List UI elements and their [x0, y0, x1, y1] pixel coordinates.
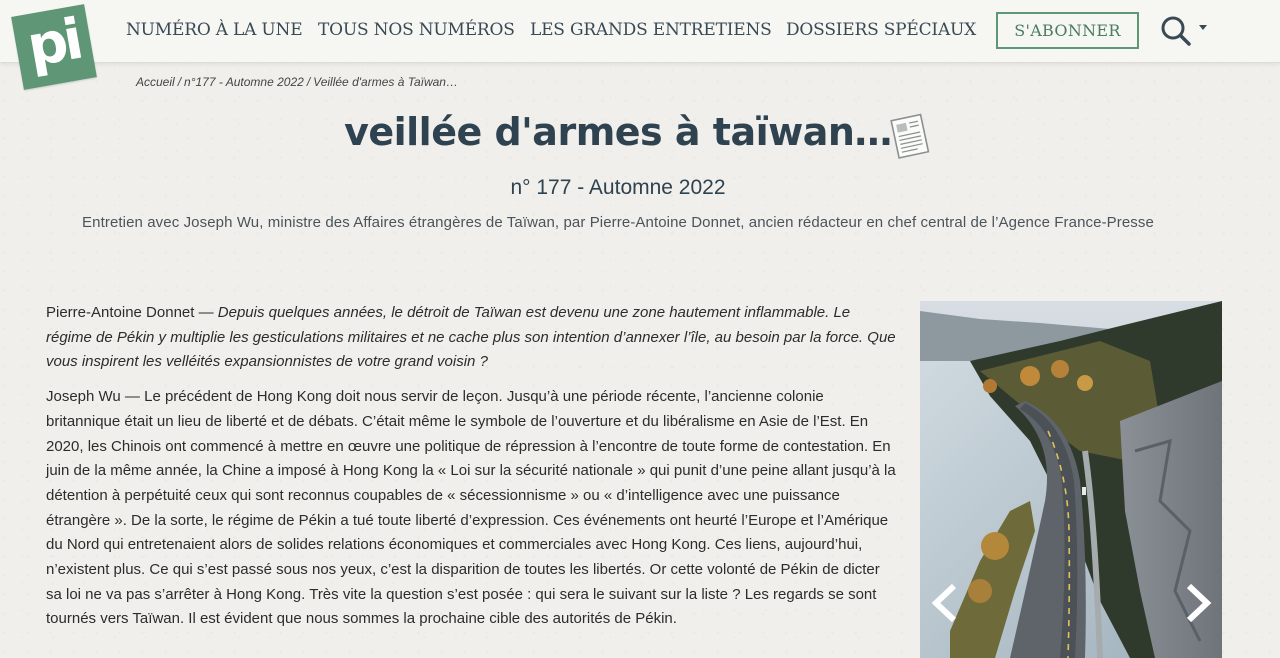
answer-text: Le précédent de Hong Kong doit nous servir de leçon. Jusqu’à une période récente, l’ancienne colonie britannique était un lieu de liberté et de débats. C’était même le symbole de l’ouverture et du libéralisme en Asie de l’Est. En 2020, les Chinois ont commencé à mettre en œuvre une politique de répression à l’encontre de toute forme de contestation. En juin de la même année, la Chine a imposé à Hong Kong la « Loi sur la sécurité nationale » qui punit d’une peine allant jusqu’à la détention à perpétuité ceux qui sont reconnus coupables de « sécessionnisme » ou « d’intelligence avec une puissance étrangère ». De la sorte, le régime de Pékin a tué toute liberté d’expression. Ces événements ont heurté l’Europe et l’Amérique du Nord qui entretenaient alors de solides relations économiques et commerciales avec Hong Kong. Ces liens, aujourd’hui, n’existent plus. Ce qui s’est passé sous nos yeux, c’est la disparition de toutes les libertés. Or cette volonté de Pékin de dicter sa loi ne va pas s’arrêter à Hong Kong. Très vite la question s’est posée : qui sera le suivant sur la liste ? Les regards se sont tournés vers Taïwan. Il est évident que nous sommes la prochaine cible des autorités de Pékin. [46, 388, 896, 628]
issue-number: n° 177 - Automne 2022 [510, 176, 726, 199]
article-photo [920, 301, 1222, 658]
subscribe-button[interactable]: S'ABONNER [996, 12, 1139, 49]
coastal-road-image [920, 301, 1222, 658]
site-header [0, 0, 1280, 63]
breadcrumb-current: Veillée d'armes à Taïwan… [313, 75, 458, 89]
site-logo[interactable]: pi [11, 4, 97, 90]
breadcrumb-home[interactable]: Accueil [136, 75, 175, 89]
question-speaker: Pierre-Antoine Donnet — [46, 304, 218, 321]
caret-down-icon[interactable] [1199, 25, 1207, 30]
carousel-prev-icon[interactable] [930, 582, 960, 624]
question-text: Depuis quelques années, le détroit de Taïwan est devenu une zone hautement inflammable. Le régime de Pékin y multiplie les gesticulations militaires et ne cache plus son intention d’annexer l’île, au besoin par la force. Que vous inspirent les velléités expansionnistes de votre grand voisin ? [46, 304, 896, 371]
search-icon[interactable] [1160, 15, 1192, 47]
breadcrumb-issue[interactable]: n°177 - Automne 2022 [184, 75, 304, 89]
nav-item-tous-nos-numeros[interactable]: TOUS NOS NUMÉROS [318, 20, 515, 40]
nav-item-grands-entretiens[interactable]: LES GRANDS ENTRETIENS [530, 20, 772, 40]
breadcrumb: Accueil / n°177 - Automne 2022 / Veillée d'armes à Taïwan… [136, 75, 458, 89]
question-paragraph [46, 301, 896, 375]
carousel-next-icon[interactable] [1183, 582, 1213, 624]
answer-paragraph [46, 385, 896, 632]
article-body [46, 301, 896, 642]
page-title: veillée d'armes à taïwan… [344, 110, 892, 154]
article-subtitle: Entretien avec Joseph Wu, ministre des Affaires étrangères de Taïwan, par Pierre-Antoine Donnet, ancien rédacteur en chef central de l’Agence France-Presse [82, 214, 1154, 231]
nav-item-dossiers-speciaux[interactable]: DOSSIERS SPÉCIAUX [786, 20, 977, 40]
nav-item-numero-a-la-une[interactable]: NUMÉRO À LA UNE [126, 20, 303, 40]
answer-speaker: Joseph Wu — [46, 388, 145, 406]
